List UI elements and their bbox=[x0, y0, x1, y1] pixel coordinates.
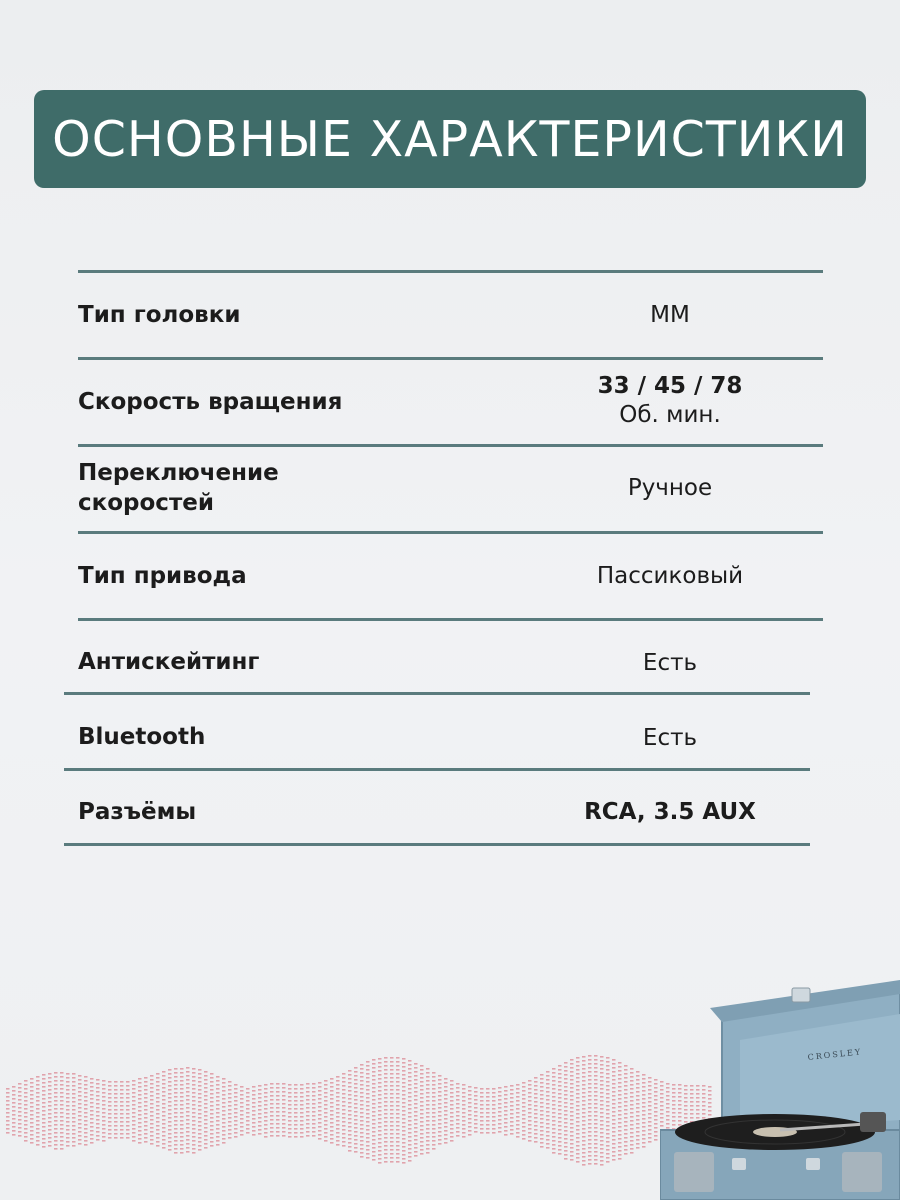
spec-value-drive: Пассиковый bbox=[596, 562, 744, 589]
row-divider bbox=[64, 843, 810, 846]
page-title: ОСНОВНЫЕ ХАРАКТЕРИСТИКИ bbox=[52, 110, 848, 168]
spec-value-speed-switch: Ручное bbox=[627, 474, 713, 501]
brand-logo: CROSLEY bbox=[807, 1047, 863, 1062]
row-divider bbox=[78, 618, 823, 621]
spec-label-speed: Скорость вращения bbox=[78, 389, 343, 415]
row-divider bbox=[78, 444, 823, 447]
spec-label-speed-switch-text: Переключение скоростей bbox=[78, 460, 279, 516]
spec-label-cartridge: Тип головки bbox=[78, 302, 241, 328]
spec-value-bluetooth: Есть bbox=[642, 724, 698, 751]
spec-value-speed bbox=[560, 371, 780, 431]
row-divider bbox=[78, 270, 823, 273]
speed-values: 33 / 45 / 78 bbox=[597, 373, 743, 399]
spec-value-cartridge: MM bbox=[650, 301, 690, 328]
spec-label-bluetooth: Bluetooth bbox=[78, 724, 206, 750]
spec-label-speed-switch bbox=[78, 458, 308, 518]
row-divider bbox=[78, 357, 823, 360]
spec-label-drive: Тип привода bbox=[78, 563, 247, 589]
spec-label-antiskating: Антискейтинг bbox=[78, 649, 260, 675]
row-divider bbox=[64, 768, 810, 771]
row-divider bbox=[64, 692, 810, 695]
spec-value-antiskating: Есть bbox=[642, 649, 698, 676]
spec-label-connectors: Разъёмы bbox=[78, 799, 197, 825]
row-divider bbox=[78, 531, 823, 534]
spec-value-connectors: RCA, 3.5 AUX bbox=[584, 798, 756, 825]
turntable-image bbox=[660, 980, 900, 1200]
speed-unit: Об. мин. bbox=[619, 402, 721, 428]
sound-waveform bbox=[0, 1030, 720, 1190]
